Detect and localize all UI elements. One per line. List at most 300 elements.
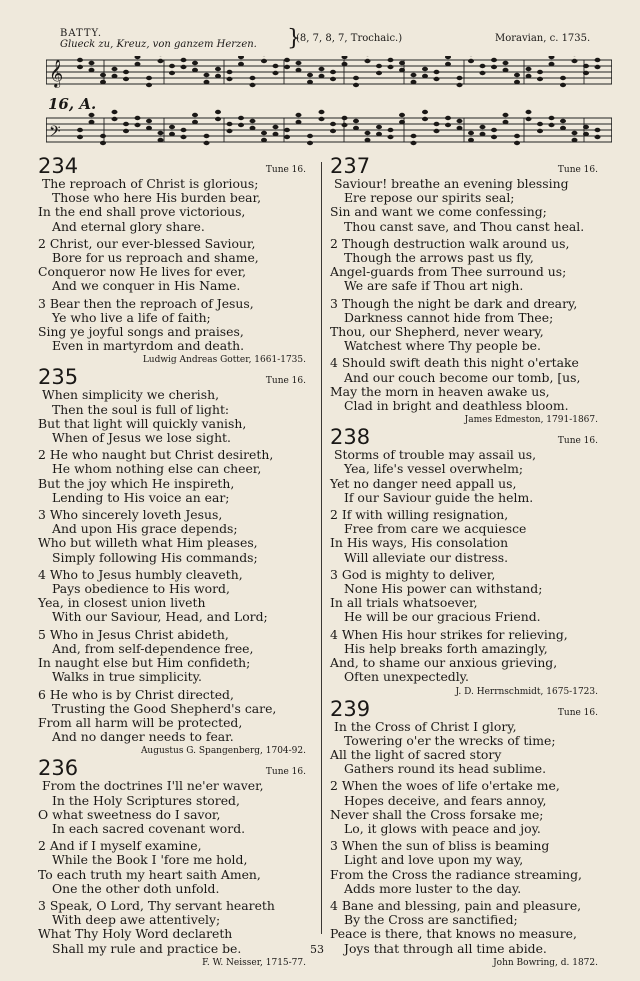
note-head [135, 62, 141, 66]
verse-line: 3 Bear then the reproach of Jesus, [38, 295, 254, 311]
verse-line: By the Cross are sanctified; [344, 912, 518, 928]
stanza [38, 297, 306, 354]
note-head [77, 128, 83, 132]
hymn-tune-ref: Tune 16. [557, 165, 598, 175]
verse-line: When of Jesus we lose sight. [52, 430, 231, 446]
note-head [261, 138, 267, 142]
note-head [284, 65, 290, 69]
stanza [38, 628, 306, 685]
note-head [376, 64, 382, 68]
note-head [549, 123, 555, 127]
hymn-author: Ludwig Andreas Gotter, 1661-1735. [142, 355, 306, 366]
verse-line: 4 Should swift death this night o'ertake [330, 355, 579, 371]
note-head [112, 74, 118, 78]
note-head [89, 61, 95, 65]
note-head [192, 113, 198, 117]
note-head [135, 123, 141, 127]
verse-line: He will be our gracious Friend. [344, 609, 541, 625]
verse-line: Ye who live a life of faith; [52, 309, 211, 325]
stanza [330, 356, 598, 413]
verse-line: In the Holy Scriptures stored, [52, 792, 240, 808]
note-head [89, 68, 95, 72]
note-head [284, 135, 290, 139]
note-head [319, 117, 325, 121]
note-head [549, 56, 555, 59]
note-head [330, 77, 336, 81]
hymn [38, 155, 306, 366]
note-head [445, 123, 451, 127]
verse-line: While the Book I 'fore me hold, [52, 852, 248, 868]
stanza [38, 177, 306, 234]
note-head [250, 76, 256, 80]
verse-line: Darkness cannot hide from Thee; [344, 309, 554, 325]
verse-line: 4 When His hour strikes for relieving, [330, 626, 568, 642]
stanza [38, 839, 306, 896]
verse-line: Clad in bright and deathless bloom. [344, 398, 569, 414]
verse-line: In the end shall prove victorious, [38, 204, 246, 220]
hymn [330, 426, 598, 697]
hymn-tune-ref: Tune 16. [265, 165, 306, 175]
verse-line: 2 When the woes of life o'ertake me, [330, 778, 560, 794]
note-head [434, 129, 440, 133]
note-head [560, 126, 566, 130]
note-head [572, 59, 578, 63]
verse-line: From the Cross the radiance streaming, [330, 866, 582, 882]
verse-line: Watchest where Thy people be. [344, 338, 541, 354]
note-head [273, 132, 279, 136]
stanza [330, 508, 598, 565]
verse-line: 2 He who naught but Christ desireth, [38, 447, 274, 463]
hymn-author: James Edmeston, 1791-1867. [464, 415, 598, 426]
verse-line: Gathers round its head sublime. [344, 761, 547, 777]
hymn-tune-ref: Tune 16. [557, 707, 598, 718]
note-head [353, 119, 359, 123]
verse-line: Never shall the Cross forsake me; [330, 806, 544, 822]
note-head [572, 131, 578, 135]
note-head [583, 125, 589, 129]
note-head [307, 134, 313, 138]
stanza [330, 720, 598, 777]
verse-line: Often unexpectedly. [344, 669, 469, 685]
note-head [123, 129, 129, 133]
verse-line: Bore for us reproach and shame, [52, 250, 259, 266]
note-head [468, 138, 474, 142]
stanza [330, 237, 598, 294]
stanza [38, 899, 306, 956]
stanza [330, 899, 598, 956]
note-head [296, 113, 302, 117]
note-head [169, 125, 175, 129]
note-head [296, 61, 302, 65]
stanza [38, 508, 306, 565]
note-head [491, 135, 497, 139]
note-head [480, 125, 486, 129]
note-head [181, 128, 187, 132]
music-staff [46, 56, 612, 158]
verse-line: Who but willeth what Him pleases, [38, 535, 258, 551]
note-head [399, 120, 405, 124]
note-head [296, 120, 302, 124]
note-head [399, 113, 405, 117]
note-head [215, 117, 221, 121]
hymn-number: 237 [330, 154, 371, 178]
hymn-author: Augustus G. Spangenberg, 1704-92. [140, 746, 306, 757]
note-head [422, 110, 428, 114]
hymn-number: 239 [330, 696, 371, 721]
note-head [388, 128, 394, 132]
note-head [537, 77, 543, 81]
note-head [146, 119, 152, 123]
stanza [330, 448, 598, 505]
stanza [38, 388, 306, 445]
note-head [353, 126, 359, 130]
note-head [192, 61, 198, 65]
note-head [215, 74, 221, 78]
note-head [330, 129, 336, 133]
tune-composer: Moravian, c. 1735. [495, 33, 591, 44]
note-head [146, 126, 152, 130]
tune-name: BATTY. [60, 28, 103, 39]
note-head [480, 71, 486, 75]
note-head [158, 131, 164, 135]
note-head [250, 83, 256, 87]
page-number: 53 [310, 943, 324, 956]
note-head [595, 135, 601, 139]
verse-line: 3 God is mighty to deliver, [330, 566, 496, 582]
note-head [112, 117, 118, 121]
verse-line: Ere repose our spirits seal; [344, 190, 515, 206]
note-head [537, 129, 543, 133]
note-head [353, 76, 359, 80]
note-head [192, 120, 198, 124]
verse-line: One the other doth unfold. [52, 880, 220, 896]
note-head [388, 135, 394, 139]
note-head [342, 116, 348, 120]
hymn-number: 238 [330, 425, 371, 450]
note-head [411, 141, 417, 145]
note-head [215, 110, 221, 114]
verse-line: None His power can withstand; [344, 581, 543, 597]
verse-line: Saviour! breathe an evening blessing [334, 176, 569, 191]
note-head [583, 64, 589, 68]
verse-line: All the light of sacred story [330, 746, 502, 762]
hymn [38, 366, 306, 757]
note-head [146, 76, 152, 80]
verse-line: Hopes deceive, and fears annoy, [344, 792, 547, 808]
verse-line: 3 Though the night be dark and dreary, [330, 295, 578, 311]
note-head [399, 61, 405, 65]
note-head [284, 58, 290, 62]
note-head [227, 122, 233, 126]
column-divider [321, 162, 322, 934]
verse-line: Lending to His voice an ear; [52, 489, 230, 505]
note-head [261, 131, 267, 135]
stanza [330, 779, 598, 836]
note-head [480, 64, 486, 68]
verse-line: Free from care we acquiesce [344, 521, 527, 537]
note-head [238, 123, 244, 127]
note-head [514, 134, 520, 138]
note-head [227, 70, 233, 74]
note-head [227, 129, 233, 133]
verse-line: We are safe if Thou art nigh. [344, 278, 524, 294]
verse-line: 2 Though destruction walk around us, [330, 235, 570, 251]
note-head [89, 120, 95, 124]
stanza [38, 237, 306, 294]
verse-line: Towering o'er the wrecks of time; [344, 732, 556, 748]
verse-line: Thou, our Shepherd, never weary, [330, 324, 544, 340]
note-head [468, 131, 474, 135]
note-head [319, 67, 325, 71]
note-head [112, 110, 118, 114]
clef-glyph: 𝄢 [49, 123, 61, 144]
note-head [526, 110, 532, 114]
note-head [296, 68, 302, 72]
verse-line: May the morn in heaven awake us, [330, 383, 550, 399]
note-head [388, 58, 394, 62]
note-head [238, 56, 244, 59]
note-head [250, 126, 256, 130]
stanza [330, 568, 598, 625]
note-head [204, 80, 210, 84]
tune-meter: (8, 7, 8, 7, Trochaic.) [296, 33, 403, 44]
hymn [330, 155, 598, 426]
note-head [169, 132, 175, 136]
stanza [330, 297, 598, 354]
note-head [330, 122, 336, 126]
verse-line: In naught else but Him confideth; [38, 655, 251, 671]
note-head [583, 132, 589, 136]
verse-line: Though the arrows past us fly, [344, 250, 534, 266]
verse-line: Trusting the Good Shepherd's care, [52, 700, 277, 716]
note-head [146, 83, 152, 87]
verse-line: Conqueror now He lives for ever, [38, 264, 247, 280]
verse-line: When simplicity we cherish, [42, 387, 220, 403]
verse-line: And, from self-dependence free, [52, 640, 254, 656]
note-head [169, 71, 175, 75]
note-head [376, 132, 382, 136]
verse-line: But that light will quickly vanish, [38, 415, 247, 431]
verse-line: Yea, in closest union liveth [38, 595, 206, 611]
stanza [38, 688, 306, 745]
tune-header [60, 28, 257, 50]
note-head [353, 83, 359, 87]
hymn-tune-ref: Tune 16. [557, 436, 598, 447]
note-head [560, 119, 566, 123]
verse-line: Then the soul is full of light: [52, 401, 230, 417]
note-head [204, 134, 210, 138]
note-head [77, 65, 83, 69]
verse-line: Simply following His commands; [52, 549, 258, 565]
verse-line: 2 If with willing resignation, [330, 507, 509, 523]
note-head [457, 119, 463, 123]
hymn-number: 236 [38, 756, 79, 781]
verse-line: From all harm will be protected, [38, 714, 243, 730]
note-head [399, 68, 405, 72]
verse-line: The reproach of Christ is glorious; [42, 176, 259, 191]
verse-line: To each truth my heart saith Amen, [38, 866, 261, 882]
verse-line: In His ways, His consolation [330, 535, 509, 551]
hymn-author: J. D. Herrnschmidt, 1675-1723. [455, 686, 598, 697]
note-head [468, 59, 474, 63]
note-head [549, 116, 555, 120]
note-head [526, 117, 532, 121]
note-head [491, 58, 497, 62]
note-head [514, 73, 520, 77]
note-head [181, 65, 187, 69]
verse-line: Angel-guards from Thee surround us; [330, 264, 567, 280]
verse-line: 4 Who to Jesus humbly cleaveth, [38, 566, 243, 582]
note-head [365, 131, 371, 135]
note-head [411, 134, 417, 138]
verse-line: And eternal glory share. [52, 218, 205, 234]
hymn-author: F. W. Neisser, 1715-77. [202, 957, 306, 968]
verse-line: And upon His grace depends; [52, 521, 238, 537]
note-head [100, 73, 106, 77]
note-head [330, 70, 336, 74]
verse-line: Sing ye joyful songs and praises, [38, 324, 244, 340]
note-head [307, 73, 313, 77]
note-head [503, 113, 509, 117]
hymn-number: 234 [38, 154, 79, 178]
note-head [100, 141, 106, 145]
note-head [112, 67, 118, 71]
tune-number: 16, A. [48, 95, 97, 113]
note-head [526, 74, 532, 78]
verse-line: His help breaks forth amazingly, [344, 640, 548, 656]
note-head [238, 62, 244, 66]
hymn-tune-ref: Tune 16. [265, 376, 306, 387]
note-head [273, 64, 279, 68]
verse-line: Yea, life's vessel overwhelm; [344, 461, 524, 477]
note-head [169, 64, 175, 68]
verse-line: From the doctrines I'll ne'er waver, [42, 778, 264, 794]
verse-line: With our Saviour, Head, and Lord; [52, 609, 268, 625]
verse-line: And we conquer in His Name. [52, 278, 241, 294]
note-head [434, 70, 440, 74]
note-head [514, 80, 520, 84]
verse-line: Peace is there, that knows no measure, [330, 926, 577, 942]
hymn-number: 235 [38, 365, 79, 390]
note-head [158, 59, 164, 63]
note-head [457, 76, 463, 80]
verse-line: In each sacred covenant word. [52, 820, 246, 836]
note-head [365, 59, 371, 63]
note-head [319, 110, 325, 114]
note-head [537, 70, 543, 74]
hymn [330, 698, 598, 969]
verse-line: Shall my rule and practice be. [52, 940, 242, 956]
verse-line: Pays obedience to His word, [52, 581, 230, 597]
note-head [342, 123, 348, 127]
note-head [261, 59, 267, 63]
note-head [238, 116, 244, 120]
verse-line: Yet no danger need appall us, [330, 475, 517, 491]
note-head [491, 128, 497, 132]
note-head [376, 71, 382, 75]
note-head [491, 65, 497, 69]
note-head [411, 73, 417, 77]
verse-line: Adds more luster to the day. [344, 880, 522, 896]
note-head [181, 58, 187, 62]
note-head [342, 62, 348, 66]
note-head [572, 138, 578, 142]
note-head [560, 76, 566, 80]
note-head [204, 141, 210, 145]
note-head [537, 122, 543, 126]
note-head [445, 56, 451, 59]
note-head [376, 125, 382, 129]
verse-line: If our Saviour guide the helm. [344, 489, 534, 505]
note-head [307, 141, 313, 145]
note-head [250, 119, 256, 123]
note-head [77, 135, 83, 139]
note-head [514, 141, 520, 145]
note-head [434, 122, 440, 126]
note-head [503, 61, 509, 65]
note-head [181, 135, 187, 139]
verse-line: What Thy Holy Word declareth [38, 926, 233, 942]
verse-line: Will alleviate our distress. [344, 549, 509, 565]
note-head [89, 113, 95, 117]
stanza [330, 628, 598, 685]
note-head [526, 67, 532, 71]
verse-line: Sin and want we come confessing; [330, 204, 547, 220]
verse-line: He whom nothing else can cheer, [52, 461, 262, 477]
note-head [480, 132, 486, 136]
verse-line: With deep awe attentively; [52, 912, 221, 928]
note-head [422, 117, 428, 121]
note-head [100, 134, 106, 138]
verse-line: 6 He who is by Christ directed, [38, 686, 234, 702]
note-head [595, 58, 601, 62]
note-head [192, 68, 198, 72]
hymn-tune-ref: Tune 16. [265, 767, 306, 778]
note-head [503, 68, 509, 72]
verse-line: 3 When the sun of bliss is beaming [330, 838, 550, 854]
note-head [422, 67, 428, 71]
stanza [38, 448, 306, 505]
note-head [595, 65, 601, 69]
note-head [560, 83, 566, 87]
note-head [445, 116, 451, 120]
verse-line: Storms of trouble may assail us, [334, 447, 537, 463]
note-head [135, 56, 141, 59]
tune-source: Glueck zu, Kreuz, von ganzem Herzen. [60, 39, 257, 50]
note-head [273, 71, 279, 75]
right-column [330, 155, 598, 969]
note-head [215, 67, 221, 71]
left-column [38, 155, 306, 969]
brace-glyph: } [287, 26, 301, 51]
note-head [227, 77, 233, 81]
verse-line: Those who here His burden bear, [52, 190, 262, 206]
note-head [457, 126, 463, 130]
note-head [123, 77, 129, 81]
note-head [204, 73, 210, 77]
note-head [457, 83, 463, 87]
note-head [273, 125, 279, 129]
note-head [365, 138, 371, 142]
verse-line: Walks in true simplicity. [52, 669, 202, 685]
verse-line: 5 Who in Jesus Christ abideth, [38, 626, 229, 642]
hymn-author: John Bowring, d. 1872. [493, 957, 598, 968]
stanza [38, 568, 306, 625]
verse-line: 2 Christ, our ever-blessed Saviour, [38, 235, 256, 251]
stanza [330, 839, 598, 896]
stanza [38, 779, 306, 836]
note-head [422, 74, 428, 78]
